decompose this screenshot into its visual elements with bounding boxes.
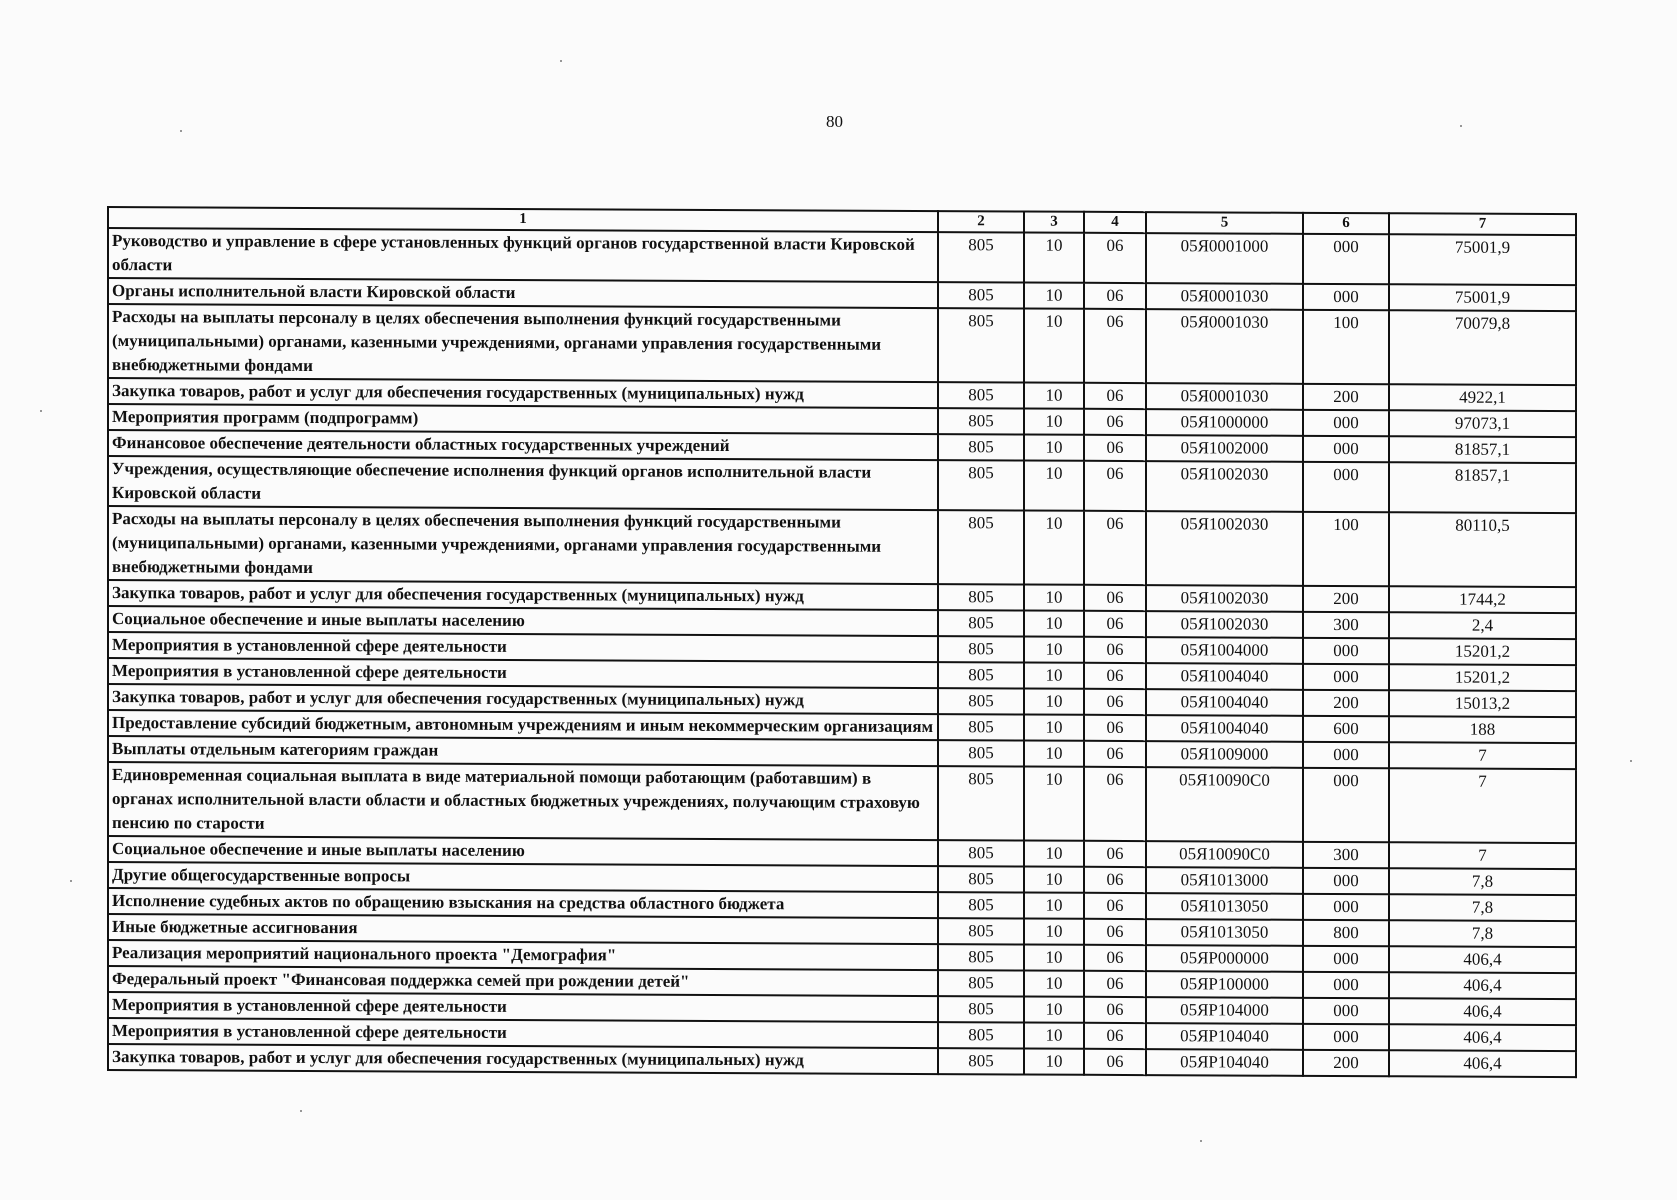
value-cell-col6: 200 (1303, 690, 1389, 716)
value-cell-col4: 06 (1084, 309, 1146, 383)
row-name-cell: Реализация мероприятий национального проекта "Демография" (108, 940, 938, 970)
row-name-cell: Закупка товаров, работ и услуг для обеспечения государственных (муниципальных) нужд (108, 684, 938, 714)
value-cell-col4: 06 (1084, 511, 1146, 585)
value-cell-col2: 805 (938, 460, 1024, 510)
value-cell-col4: 06 (1084, 893, 1146, 919)
value-cell-col3: 10 (1024, 282, 1084, 308)
value-cell-col3: 10 (1024, 766, 1084, 840)
value-cell-col5: 05Я0001030 (1146, 383, 1303, 410)
value-cell-col6: 000 (1303, 462, 1389, 512)
value-cell-col6: 000 (1303, 1024, 1389, 1050)
value-cell-col5: 05Я10090С0 (1146, 841, 1303, 868)
value-cell-col6: 000 (1303, 742, 1389, 768)
value-cell-col2: 805 (938, 308, 1024, 382)
value-cell-col5: 05ЯР100000 (1146, 971, 1303, 998)
value-cell-col6: 000 (1303, 768, 1389, 842)
value-cell-col5: 05Я1013000 (1146, 867, 1303, 894)
value-cell-col7: 81857,1 (1389, 436, 1576, 463)
value-cell-col7: 80110,5 (1389, 512, 1576, 587)
value-cell-col3: 10 (1024, 970, 1084, 996)
column-header-4: 4 (1084, 212, 1146, 233)
table-row (108, 228, 1576, 285)
value-cell-col7: 15201,2 (1389, 638, 1576, 665)
value-cell-col2: 805 (938, 840, 1024, 866)
value-cell-col2: 805 (938, 1022, 1024, 1048)
value-cell-col4: 06 (1084, 637, 1146, 663)
row-name-cell: Единовременная социальная выплата в виде материальной помощи работающим (работавшим) в органах исполнительной власти области и областных бюджетных учреждениях, получающим страховую пенсию по старости (108, 762, 938, 840)
value-cell-col3: 10 (1024, 892, 1084, 918)
value-cell-col6: 000 (1303, 410, 1389, 436)
value-cell-col6: 100 (1303, 512, 1389, 586)
value-cell-col5: 05ЯР104040 (1146, 1023, 1303, 1050)
value-cell-col2: 805 (938, 662, 1024, 688)
value-cell-col4: 06 (1084, 945, 1146, 971)
value-cell-col7: 70079,8 (1389, 310, 1576, 385)
value-cell-col6: 600 (1303, 716, 1389, 742)
value-cell-col4: 06 (1084, 585, 1146, 611)
row-name-cell: Финансовое обеспечение деятельности областных государственных учреждений (108, 430, 938, 460)
value-cell-col7: 81857,1 (1389, 462, 1576, 513)
value-cell-col3: 10 (1024, 510, 1084, 584)
value-cell-col3: 10 (1024, 662, 1084, 688)
value-cell-col4: 06 (1084, 663, 1146, 689)
value-cell-col7: 7 (1389, 768, 1576, 843)
column-header-2: 2 (938, 211, 1024, 232)
value-cell-col5: 05Я1004040 (1146, 663, 1303, 690)
row-name-cell: Мероприятия в установленной сфере деятельности (108, 632, 938, 662)
value-cell-col6: 100 (1303, 310, 1389, 384)
value-cell-col3: 10 (1024, 1022, 1084, 1048)
value-cell-col5: 05Я1004040 (1146, 715, 1303, 742)
value-cell-col4: 06 (1084, 611, 1146, 637)
column-header-3: 3 (1024, 211, 1084, 232)
value-cell-col2: 805 (938, 918, 1024, 944)
value-cell-col5: 05ЯР000000 (1146, 945, 1303, 972)
value-cell-col7: 406,4 (1389, 946, 1576, 973)
value-cell-col7: 75001,9 (1389, 284, 1576, 311)
value-cell-col2: 805 (938, 740, 1024, 766)
value-cell-col4: 06 (1084, 435, 1146, 461)
value-cell-col5: 05Я1002030 (1146, 611, 1303, 638)
value-cell-col5: 05Я1004000 (1146, 637, 1303, 664)
row-name-cell: Учреждения, осуществляющие обеспечение исполнения функций органов исполнительной власти Кировской области (108, 456, 938, 510)
value-cell-col6: 000 (1303, 868, 1389, 894)
value-cell-col2: 805 (938, 714, 1024, 740)
value-cell-col7: 7 (1389, 742, 1576, 769)
value-cell-col2: 805 (938, 510, 1024, 584)
value-cell-col2: 805 (938, 408, 1024, 434)
value-cell-col2: 805 (938, 282, 1024, 308)
row-name-cell: Мероприятия в установленной сфере деятельности (108, 658, 938, 688)
table-row (108, 506, 1576, 587)
value-cell-col7: 75001,9 (1389, 234, 1576, 285)
row-name-cell: Федеральный проект "Финансовая поддержка семей при рождении детей" (108, 966, 938, 996)
value-cell-col3: 10 (1024, 714, 1084, 740)
value-cell-col6: 000 (1303, 284, 1389, 310)
column-header-5: 5 (1146, 212, 1303, 234)
value-cell-col4: 06 (1084, 867, 1146, 893)
value-cell-col3: 10 (1024, 840, 1084, 866)
value-cell-col5: 05Я0001030 (1146, 283, 1303, 310)
value-cell-col7: 188 (1389, 716, 1576, 743)
value-cell-col3: 10 (1024, 232, 1084, 282)
value-cell-col3: 10 (1024, 918, 1084, 944)
row-name-cell: Расходы на выплаты персоналу в целях обеспечения выполнения функций государственными (муниципальными) органами, казенными учреждениями, органами управления государственными внебюджетными фондами (108, 506, 938, 584)
value-cell-col3: 10 (1024, 408, 1084, 434)
value-cell-col4: 06 (1084, 715, 1146, 741)
value-cell-col6: 000 (1303, 436, 1389, 462)
value-cell-col6: 000 (1303, 664, 1389, 690)
value-cell-col6: 300 (1303, 612, 1389, 638)
value-cell-col2: 805 (938, 970, 1024, 996)
value-cell-col5: 05Я1013050 (1146, 919, 1303, 946)
column-header-7: 7 (1389, 213, 1576, 235)
value-cell-col5: 05ЯР104000 (1146, 997, 1303, 1024)
value-cell-col5: 05ЯР104040 (1146, 1049, 1303, 1076)
column-header-6: 6 (1303, 213, 1389, 234)
value-cell-col4: 06 (1084, 741, 1146, 767)
value-cell-col6: 000 (1303, 946, 1389, 972)
row-name-cell: Предоставление субсидий бюджетным, автономным учреждениям и иным некоммерческим организациям (108, 710, 938, 740)
value-cell-col7: 406,4 (1389, 998, 1576, 1025)
row-name-cell: Другие общегосударственные вопросы (108, 862, 938, 892)
value-cell-col3: 10 (1024, 610, 1084, 636)
value-cell-col3: 10 (1024, 460, 1084, 510)
row-name-cell: Иные бюджетные ассигнования (108, 914, 938, 944)
row-name-cell: Социальное обеспечение и иные выплаты населению (108, 836, 938, 866)
value-cell-col2: 805 (938, 766, 1024, 840)
value-cell-col2: 805 (938, 232, 1024, 282)
value-cell-col2: 805 (938, 610, 1024, 636)
budget-table (107, 206, 1577, 1078)
value-cell-col3: 10 (1024, 382, 1084, 408)
value-cell-col7: 7 (1389, 842, 1576, 869)
value-cell-col4: 06 (1084, 997, 1146, 1023)
value-cell-col2: 805 (938, 382, 1024, 408)
value-cell-col4: 06 (1084, 919, 1146, 945)
value-cell-col5: 05Я1013050 (1146, 893, 1303, 920)
table-row (108, 762, 1576, 843)
value-cell-col6: 800 (1303, 920, 1389, 946)
value-cell-col4: 06 (1084, 689, 1146, 715)
value-cell-col7: 97073,1 (1389, 410, 1576, 437)
value-cell-col2: 805 (938, 892, 1024, 918)
value-cell-col5: 05Я1002000 (1146, 435, 1303, 462)
value-cell-col7: 15201,2 (1389, 664, 1576, 691)
row-name-cell: Исполнение судебных актов по обращению взыскания на средства областного бюджета (108, 888, 938, 918)
value-cell-col6: 200 (1303, 384, 1389, 410)
value-cell-col7: 15013,2 (1389, 690, 1576, 717)
value-cell-col5: 05Я1002030 (1146, 461, 1303, 512)
row-name-cell: Закупка товаров, работ и услуг для обеспечения государственных (муниципальных) нужд (108, 580, 938, 610)
value-cell-col3: 10 (1024, 688, 1084, 714)
value-cell-col5: 05Я1009000 (1146, 741, 1303, 768)
value-cell-col7: 406,4 (1389, 972, 1576, 999)
value-cell-col4: 06 (1084, 841, 1146, 867)
column-header-1: 1 (108, 207, 938, 232)
value-cell-col7: 7,8 (1389, 868, 1576, 895)
table-row (108, 304, 1576, 385)
value-cell-col3: 10 (1024, 944, 1084, 970)
value-cell-col6: 000 (1303, 234, 1389, 284)
page-number: 80 (826, 112, 843, 131)
value-cell-col6: 300 (1303, 842, 1389, 868)
value-cell-col4: 06 (1084, 767, 1146, 841)
value-cell-col7: 2,4 (1389, 612, 1576, 639)
value-cell-col4: 06 (1084, 971, 1146, 997)
table-row (108, 456, 1576, 513)
value-cell-col2: 805 (938, 688, 1024, 714)
row-name-cell: Органы исполнительной власти Кировской области (108, 278, 938, 308)
value-cell-col4: 06 (1084, 461, 1146, 511)
value-cell-col2: 805 (938, 584, 1024, 610)
value-cell-col5: 05Я10090С0 (1146, 767, 1303, 842)
value-cell-col7: 4922,1 (1389, 384, 1576, 411)
value-cell-col3: 10 (1024, 740, 1084, 766)
row-name-cell: Мероприятия в установленной сфере деятельности (108, 1018, 938, 1048)
value-cell-col4: 06 (1084, 383, 1146, 409)
value-cell-col7: 7,8 (1389, 920, 1576, 947)
value-cell-col4: 06 (1084, 233, 1146, 283)
value-cell-col2: 805 (938, 996, 1024, 1022)
value-cell-col2: 805 (938, 636, 1024, 662)
value-cell-col5: 05Я1002030 (1146, 585, 1303, 612)
value-cell-col3: 10 (1024, 866, 1084, 892)
value-cell-col4: 06 (1084, 409, 1146, 435)
value-cell-col7: 7,8 (1389, 894, 1576, 921)
value-cell-col6: 000 (1303, 998, 1389, 1024)
row-name-cell: Выплаты отдельным категориям граждан (108, 736, 938, 766)
value-cell-col4: 06 (1084, 1023, 1146, 1049)
value-cell-col3: 10 (1024, 996, 1084, 1022)
value-cell-col3: 10 (1024, 636, 1084, 662)
value-cell-col2: 805 (938, 866, 1024, 892)
value-cell-col3: 10 (1024, 308, 1084, 382)
value-cell-col6: 000 (1303, 972, 1389, 998)
value-cell-col2: 805 (938, 434, 1024, 460)
row-name-cell: Мероприятия программ (подпрограмм) (108, 404, 938, 434)
value-cell-col2: 805 (938, 1048, 1024, 1074)
value-cell-col5: 05Я0001030 (1146, 309, 1303, 384)
value-cell-col4: 06 (1084, 1049, 1146, 1075)
row-name-cell: Руководство и управление в сфере установленных функций органов государственной власти Кировской области (108, 228, 938, 282)
value-cell-col5: 05Я1000000 (1146, 409, 1303, 436)
value-cell-col6: 000 (1303, 638, 1389, 664)
value-cell-col6: 200 (1303, 1050, 1389, 1076)
value-cell-col7: 406,4 (1389, 1050, 1576, 1077)
row-name-cell: Закупка товаров, работ и услуг для обеспечения государственных (муниципальных) нужд (108, 378, 938, 408)
value-cell-col3: 10 (1024, 1048, 1084, 1074)
value-cell-col5: 05Я0001000 (1146, 233, 1303, 284)
value-cell-col4: 06 (1084, 283, 1146, 309)
value-cell-col2: 805 (938, 944, 1024, 970)
value-cell-col3: 10 (1024, 434, 1084, 460)
value-cell-col7: 1744,2 (1389, 586, 1576, 613)
value-cell-col6: 000 (1303, 894, 1389, 920)
value-cell-col5: 05Я1004040 (1146, 689, 1303, 716)
row-name-cell: Мероприятия в установленной сфере деятельности (108, 992, 938, 1022)
value-cell-col5: 05Я1002030 (1146, 511, 1303, 586)
row-name-cell: Социальное обеспечение и иные выплаты населению (108, 606, 938, 636)
row-name-cell: Закупка товаров, работ и услуг для обеспечения государственных (муниципальных) нужд (108, 1044, 938, 1074)
value-cell-col3: 10 (1024, 584, 1084, 610)
value-cell-col7: 406,4 (1389, 1024, 1576, 1051)
row-name-cell: Расходы на выплаты персоналу в целях обеспечения выполнения функций государственными (муниципальными) органами, казенными учреждениями, органами управления государственными внебюджетными фондами (108, 304, 938, 382)
value-cell-col6: 200 (1303, 586, 1389, 612)
table-body (108, 228, 1576, 1077)
